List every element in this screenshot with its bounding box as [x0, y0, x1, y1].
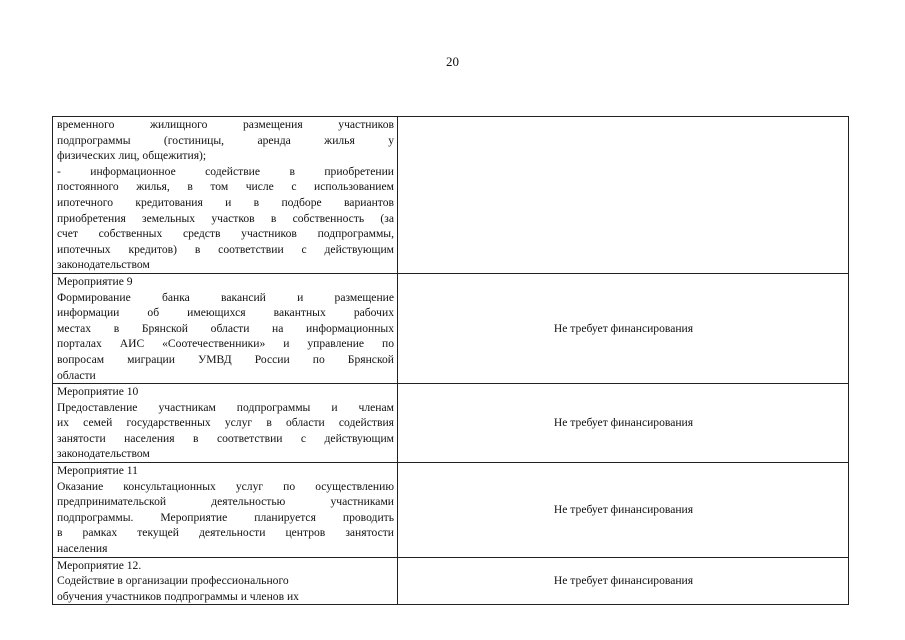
description-line: постоянного жилья, в том числе с использованием [57, 180, 394, 194]
description-line: информации об имеющихся вакантных рабочих [57, 306, 394, 320]
description-line: области [57, 368, 96, 382]
funding-cell: Не требует финансирования [398, 463, 849, 558]
description-line: порталах АИС «Соотечественники» и управление по [57, 337, 394, 351]
table-row [53, 463, 849, 558]
table-row [53, 557, 849, 605]
description-line: местах в Брянской области на информационных [57, 321, 394, 335]
description-line: в рамках текущей деятельности центров занятости [57, 526, 394, 540]
measure-description-cell [53, 273, 398, 383]
description-line: физических лиц, общежития); [57, 149, 207, 163]
measure-description-cell [53, 117, 398, 274]
description-line: - информационное содействие в приобретении [57, 164, 394, 178]
measure-title: Мероприятие 9 [57, 274, 133, 288]
description-line: вопросам миграции УМВД России по Брянской [57, 352, 394, 366]
description-line: подпрограммы (гостиницы, аренда жилья у [57, 133, 394, 147]
funding-cell: Не требует финансирования [398, 273, 849, 383]
measure-title: Мероприятие 10 [57, 385, 139, 399]
description-line: законодательством [57, 258, 150, 272]
description-line: занятости населения в соответствии с действующим [57, 431, 394, 445]
description-line: Предоставление участникам подпрограммы и членам [57, 400, 394, 414]
description-line: населения [57, 542, 108, 556]
funding-cell: Не требует финансирования [398, 557, 849, 605]
description-line: Содействие в организации профессионального [57, 574, 289, 588]
description-line: приобретения земельных участков в собственность (за [57, 211, 394, 225]
description-line: подпрограммы. Мероприятие планируется проводить [57, 510, 394, 524]
measure-title: Мероприятие 11 [57, 464, 138, 478]
description-line: законодательством [57, 447, 150, 461]
table-row [53, 273, 849, 383]
description-line: Оказание консультационных услуг по осуществлению [57, 479, 394, 493]
measure-description-cell [53, 384, 398, 463]
funding-cell [398, 117, 849, 274]
description-line: ипотечных кредитов) в соответствии с действующим [57, 242, 394, 256]
description-line: обучения участников подпрограммы и членов их [57, 589, 299, 603]
table-row [53, 384, 849, 463]
description-line: Формирование банка вакансий и размещение [57, 290, 394, 304]
description-line: предпринимательской деятельностью участниками [57, 495, 394, 509]
funding-cell: Не требует финансирования [398, 384, 849, 463]
measure-description-cell [53, 463, 398, 558]
description-line: временного жилищного размещения участников [57, 118, 394, 131]
description-line: счет собственных средств участников подпрограммы, [57, 227, 394, 241]
measure-description-cell [53, 557, 398, 605]
measure-title: Мероприятие 12. [57, 558, 142, 572]
table-row [53, 117, 849, 274]
description-line: их семей государственных услуг в области содействия [57, 416, 394, 430]
description-line: ипотечного кредитования и в подборе вариантов [57, 195, 394, 209]
measures-table [52, 116, 849, 605]
page-number: 20 [446, 54, 459, 69]
